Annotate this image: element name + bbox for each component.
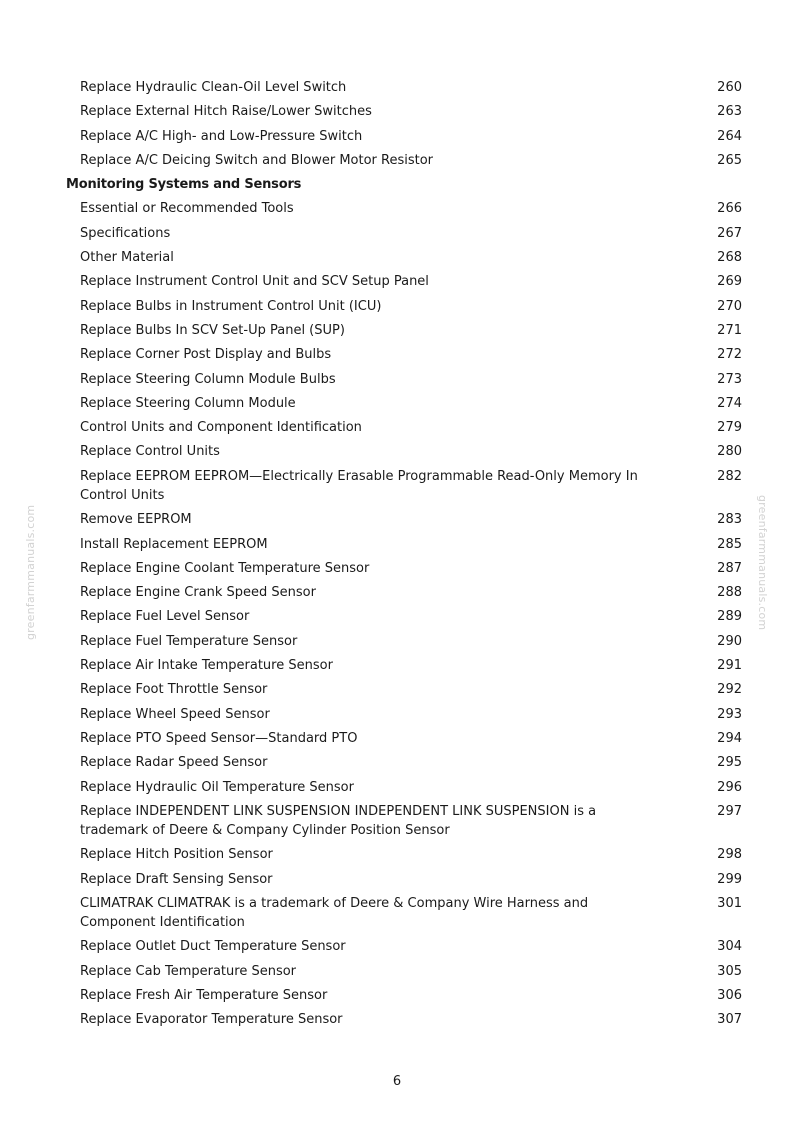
toc-entry[interactable]: [80, 1008, 742, 1032]
toc-entry-page-number: 266: [717, 201, 742, 217]
toc-entry[interactable]: [80, 892, 742, 936]
toc-entry-title: Replace Control Units: [80, 444, 220, 460]
toc-entry[interactable]: [80, 100, 742, 124]
toc-entry-title: Replace Instrument Control Unit and SCV Setup Panel: [80, 274, 429, 290]
toc-entry[interactable]: [80, 703, 742, 727]
toc-entry[interactable]: [80, 960, 742, 984]
toc-section-heading: [66, 173, 742, 197]
toc-entry[interactable]: [80, 581, 742, 605]
toc-entry-page-number: 270: [717, 298, 742, 314]
toc-entry-title: Replace Bulbs in Instrument Control Unit (ICU): [80, 298, 382, 314]
toc-entry-title: Replace Engine Crank Speed Sensor: [80, 585, 316, 601]
toc-entry-title: Replace INDEPENDENT LINK SUSPENSION INDEPENDENT LINK SUSPENSION is a trademark of Deere & Company Cylinder Position Sensor: [80, 803, 597, 838]
toc-entry-title: Replace Engine Coolant Temperature Sensor: [80, 560, 370, 576]
toc-entry-page-number: 263: [717, 104, 742, 120]
toc-entry[interactable]: [80, 416, 742, 440]
toc-entry[interactable]: [80, 295, 742, 319]
toc-entry-title: Replace Fresh Air Temperature Sensor: [80, 988, 328, 1003]
toc-entry-page-number: 291: [717, 658, 742, 674]
toc-entry-page-number: 296: [717, 779, 742, 795]
toc-entry[interactable]: [80, 76, 742, 100]
toc-entry[interactable]: [80, 246, 742, 270]
toc-entry-title: CLIMATRAK CLIMATRAK is a trademark of Deere & Company Wire Harness and Component Identification: [80, 895, 589, 930]
toc-entry-title: Replace Outlet Duct Temperature Sensor: [80, 939, 346, 955]
toc-entry-title: Replace Air Intake Temperature Sensor: [80, 658, 333, 674]
toc-entry-page-number: 307: [717, 1012, 742, 1028]
toc-entry-page-number: 282: [717, 468, 742, 484]
toc-entry-title: Replace EEPROM EEPROM—Electrically Erasable Programmable Read-Only Memory In Control Units: [80, 468, 638, 503]
toc-entry[interactable]: [80, 800, 742, 844]
watermark-right: greenfarmmanuals.com: [756, 495, 769, 631]
toc-entry-page-number: 304: [717, 939, 742, 955]
toc-entry-page-number: 264: [717, 128, 742, 144]
toc-entry-title: Other Material: [80, 250, 174, 266]
toc-entry-page-number: 301: [717, 895, 742, 911]
table-of-contents: [0, 76, 794, 1033]
toc-entry[interactable]: [80, 319, 742, 343]
toc-entry-title: Replace Hydraulic Clean-Oil Level Switch: [80, 80, 347, 95]
watermark-left: greenfarmmanuals.com: [24, 504, 37, 640]
toc-entry-title: Replace Evaporator Temperature Sensor: [80, 1012, 343, 1028]
toc-entry-page-number: 260: [717, 80, 742, 95]
toc-entry-page-number: 268: [717, 250, 742, 266]
toc-entry[interactable]: [80, 630, 742, 654]
toc-entry-title: Replace A/C Deicing Switch and Blower Motor Resistor: [80, 152, 434, 168]
toc-entry-title: Install Replacement EEPROM: [80, 536, 268, 552]
toc-entry[interactable]: [80, 654, 742, 678]
toc-entry[interactable]: [80, 984, 742, 1008]
toc-entry[interactable]: [80, 440, 742, 464]
toc-entry-page-number: 271: [717, 322, 742, 338]
toc-entry-title: Replace External Hitch Raise/Lower Switches: [80, 104, 372, 120]
toc-entry-title: Replace Steering Column Module: [80, 395, 296, 411]
toc-entry-page-number: 269: [717, 274, 742, 290]
toc-entry[interactable]: [80, 197, 742, 221]
toc-entry-page-number: 305: [717, 963, 742, 979]
toc-entry-page-number: 297: [717, 803, 742, 819]
toc-entry-page-number: 298: [717, 847, 742, 863]
toc-entry-title: Replace Corner Post Display and Bulbs: [80, 347, 332, 363]
toc-entry[interactable]: [80, 605, 742, 629]
toc-entry[interactable]: [80, 465, 742, 509]
toc-entry-page-number: 279: [717, 420, 742, 436]
toc-entry-title: Replace Steering Column Module Bulbs: [80, 371, 336, 387]
toc-entry-page-number: 280: [717, 444, 742, 460]
toc-entry-title: Replace Fuel Level Sensor: [80, 609, 250, 625]
section-title: Monitoring Systems and Sensors: [66, 177, 302, 193]
toc-entry[interactable]: [80, 149, 742, 173]
toc-entry[interactable]: [80, 343, 742, 367]
toc-entry-title: Replace Wheel Speed Sensor: [80, 706, 270, 722]
toc-entry[interactable]: [80, 935, 742, 959]
toc-entry[interactable]: [80, 368, 742, 392]
toc-entry-page-number: 290: [717, 633, 742, 649]
toc-entry-page-number: 265: [717, 152, 742, 168]
toc-entry-title: Replace Fuel Temperature Sensor: [80, 633, 298, 649]
toc-entry-title: Replace Radar Speed Sensor: [80, 755, 268, 771]
toc-entry-title: Replace PTO Speed Sensor—Standard PTO: [80, 730, 358, 746]
toc-entry-title: Replace Hydraulic Oil Temperature Sensor: [80, 779, 354, 795]
toc-entry[interactable]: [80, 751, 742, 775]
toc-entry-title: Replace Hitch Position Sensor: [80, 847, 273, 863]
toc-entry[interactable]: [80, 222, 742, 246]
toc-entry-title: Essential or Recommended Tools: [80, 201, 294, 217]
toc-entry-page-number: 287: [717, 560, 742, 576]
toc-entry[interactable]: [80, 533, 742, 557]
toc-entry-page-number: 292: [717, 682, 742, 698]
toc-entry[interactable]: [80, 678, 742, 702]
toc-entry[interactable]: [80, 392, 742, 416]
toc-entry-title: Replace A/C High- and Low-Pressure Switch: [80, 128, 363, 144]
toc-entry-page-number: 294: [717, 730, 742, 746]
toc-entry-page-number: 267: [717, 225, 742, 241]
toc-entry[interactable]: [80, 125, 742, 149]
toc-entry-title: Replace Cab Temperature Sensor: [80, 963, 297, 979]
toc-entry[interactable]: [80, 868, 742, 892]
toc-entry[interactable]: [80, 843, 742, 867]
toc-entry-page-number: 285: [717, 536, 742, 552]
toc-entry-title: Replace Bulbs In SCV Set-Up Panel (SUP): [80, 322, 345, 338]
toc-entry-title: Specifications: [80, 225, 171, 241]
toc-entry-page-number: 299: [717, 871, 742, 887]
toc-entry-title: Replace Draft Sensing Sensor: [80, 871, 273, 887]
toc-entry-title: Replace Foot Throttle Sensor: [80, 682, 268, 698]
toc-entry-page-number: 273: [717, 371, 742, 387]
toc-entry-page-number: 289: [717, 609, 742, 625]
toc-entry[interactable]: [80, 727, 742, 751]
page-number: 6: [392, 1074, 402, 1089]
toc-entry-page-number: 295: [717, 755, 742, 771]
toc-entry-page-number: 306: [717, 988, 742, 1003]
toc-entry-title: Control Units and Component Identification: [80, 420, 362, 436]
toc-entry-page-number: 274: [717, 395, 742, 411]
toc-entry-page-number: 272: [717, 347, 742, 363]
toc-entry[interactable]: [80, 508, 742, 532]
toc-entry-title: Remove EEPROM: [80, 512, 192, 528]
toc-entry[interactable]: [80, 270, 742, 294]
toc-entry[interactable]: [80, 776, 742, 800]
toc-entry-page-number: 293: [717, 706, 742, 722]
toc-entry-page-number: 283: [717, 512, 742, 528]
toc-entry[interactable]: [80, 557, 742, 581]
toc-entry-page-number: 288: [717, 585, 742, 601]
